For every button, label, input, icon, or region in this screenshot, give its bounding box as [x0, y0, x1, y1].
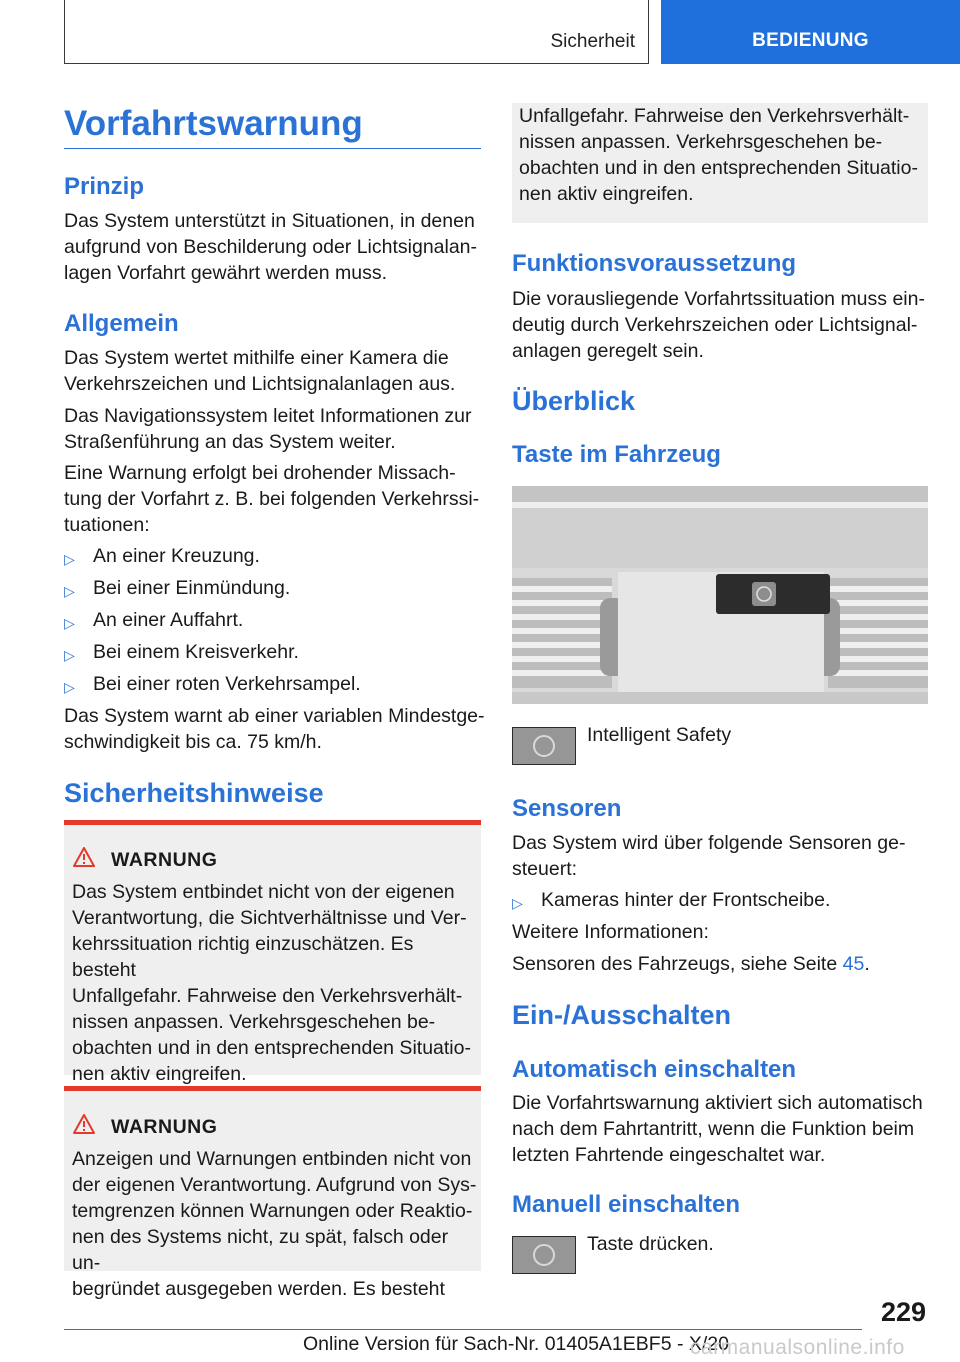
- text-line: lagen Vorfahrt gewährt werden muss.: [64, 262, 388, 284]
- text-line: Anzeigen und Warnungen entbinden nicht von: [72, 1148, 472, 1170]
- list-item: ▷ Bei einer roten Verkehrsampel.: [64, 671, 474, 697]
- text-line: Das Navigationssystem leitet Informationen zur: [64, 405, 472, 427]
- text-line: Das System entbindet nicht von der eigenen: [72, 881, 455, 903]
- text-line: schwindigkeit bis ca. 75 km/h.: [64, 731, 322, 753]
- list-item: ▷ Bei einem Kreisverkehr.: [64, 639, 474, 665]
- text-line: Unfallgefahr. Fahrweise den Verkehrsverhält-: [72, 985, 463, 1007]
- text-line: nach dem Fahrtantritt, wenn die Funktion beim: [512, 1118, 915, 1140]
- page-link[interactable]: 45: [842, 953, 865, 975]
- text-line: Straßenführung an das System weiter.: [64, 431, 396, 453]
- warning-box: [64, 825, 481, 1085]
- text-line: nen aktiv eingreifen.: [72, 1063, 247, 1085]
- page-title: Vorfahrtswarnung: [64, 104, 363, 143]
- text-line: obachten und in den entsprechenden Situatio-: [519, 157, 918, 179]
- heading-manuell-einschalten: Manuell einschalten: [512, 1191, 741, 1218]
- list-item: ▷ An einer Auffahrt.: [64, 607, 474, 633]
- text-line: tuationen:: [64, 514, 150, 536]
- manuell-text: Taste drücken.: [587, 1233, 714, 1255]
- header-tab-bedienung[interactable]: BEDIENUNG: [661, 0, 960, 64]
- warning-triangle-icon: [73, 847, 95, 867]
- heading-ueberblick: Überblick: [512, 386, 636, 416]
- triangle-bullet-icon: ▷: [64, 615, 75, 631]
- more-info-label: Weitere Informationen:: [512, 921, 709, 943]
- text-line: kehrssituation richtig einzuschätzen. Es besteht: [72, 933, 414, 981]
- cross-reference: [512, 951, 870, 977]
- warning-title: WARNUNG: [111, 849, 218, 871]
- safety-symbol-icon: [533, 735, 555, 757]
- heading-funktionsvoraussetzung: Funktionsvoraussetzung: [512, 250, 797, 277]
- text-line: nissen anpassen. Verkehrsgeschehen be-: [72, 1011, 436, 1033]
- allgemein-p3: [64, 460, 479, 538]
- heading-automatisch-einschalten: Automatisch einschalten: [512, 1056, 797, 1083]
- warning-text: [519, 103, 918, 207]
- allgemein-p2: [64, 403, 472, 455]
- text-line: Verkehrszeichen und Lichtsignalanlagen aus.: [64, 373, 456, 395]
- heading-sensoren: Sensoren: [512, 795, 622, 822]
- warning-text: [72, 1146, 477, 1302]
- intelligent-safety-button-icon: [512, 727, 576, 765]
- text-line: Das System unterstützt in Situationen, in denen: [64, 210, 475, 232]
- prinzip-text: [64, 208, 477, 286]
- triangle-bullet-icon: ▷: [64, 679, 75, 695]
- warning-title: WARNUNG: [111, 1116, 218, 1138]
- text-line: letzten Fahrtende eingeschaltet war.: [512, 1144, 826, 1166]
- text-line: Unfallgefahr. Fahrweise den Verkehrsverhält-: [519, 105, 910, 127]
- text-line: Das System wird über folgende Sensoren ge-: [512, 832, 906, 854]
- page-number: 229: [880, 1297, 926, 1327]
- text-line: nen des Systems nicht, zu spät, falsch oder un-: [72, 1226, 449, 1274]
- reference-text: Sensoren des Fahrzeugs, siehe Seite: [512, 953, 843, 975]
- text-line: anlagen geregelt sein.: [512, 340, 704, 362]
- allgemein-p1: [64, 345, 455, 397]
- auto-text: [512, 1090, 923, 1168]
- intelligent-safety-button-icon: [512, 1236, 576, 1274]
- text-line: Eine Warnung erfolgt bei drohender Missach-: [64, 462, 456, 484]
- heading-prinzip: Prinzip: [64, 173, 145, 200]
- heading-ein-ausschalten: Ein-/Ausschalten: [512, 1000, 732, 1030]
- heading-allgemein: Allgemein: [64, 310, 179, 337]
- watermark: carmanualsonline.info: [690, 1336, 905, 1359]
- text-line: Verantwortung, die Sichtverhältnisse und Ver-: [72, 907, 467, 929]
- heading-sicherheitshinweise: Sicherheitshinweise: [64, 778, 324, 808]
- sensoren-text: [512, 830, 905, 882]
- allgemein-p4: [64, 703, 485, 755]
- heading-taste-im-fahrzeug: Taste im Fahrzeug: [512, 441, 721, 468]
- text-line: Das System warnt ab einer variablen Mindestge-: [64, 705, 485, 727]
- title-rule: [64, 148, 481, 149]
- footer-rule: [64, 1329, 862, 1330]
- header-section-title: Sicherheit: [550, 31, 635, 52]
- text-line: temgrenzen können Warnungen oder Reaktio-: [72, 1200, 473, 1222]
- list-item: ▷ An einer Kreuzung.: [64, 543, 474, 569]
- list-item: ▷ Bei einer Einmündung.: [64, 575, 474, 601]
- text-line: nissen anpassen. Verkehrsgeschehen be-: [519, 131, 883, 153]
- warning-text: [72, 879, 477, 1087]
- text-line: deutig durch Verkehrszeichen oder Lichtsignal-: [512, 314, 918, 336]
- warning-box: [64, 1091, 481, 1300]
- triangle-bullet-icon: ▷: [512, 895, 523, 911]
- button-label: Intelligent Safety: [587, 724, 732, 746]
- text-line: nen aktiv eingreifen.: [519, 183, 694, 205]
- text-line: aufgrund von Beschilderung oder Lichtsignalan-: [64, 236, 478, 258]
- text-line: steuert:: [512, 858, 578, 880]
- safety-symbol-icon: [533, 1244, 555, 1266]
- reference-end: .: [864, 953, 870, 975]
- text-line: tung der Vorfahrt z. B. bei folgenden Verkehrssi-: [64, 488, 480, 510]
- vehicle-button-photo: [512, 486, 928, 704]
- text-line: Das System wertet mithilfe einer Kamera die: [64, 347, 449, 369]
- text-line: begründet ausgegeben werden. Es besteht: [72, 1278, 445, 1300]
- triangle-bullet-icon: ▷: [64, 647, 75, 663]
- warning-continuation-box: [512, 103, 928, 223]
- list-item: ▷ Kameras hinter der Frontscheibe.: [512, 887, 922, 913]
- text-line: Die Vorfahrtswarnung aktiviert sich automatisch: [512, 1092, 923, 1114]
- text-line: Die vorausliegende Vorfahrtssituation muss ein-: [512, 288, 925, 310]
- footer-online-version: Online Version für Sach-Nr. 01405A1EBF5 - X/20: [303, 1333, 729, 1355]
- triangle-bullet-icon: ▷: [64, 551, 75, 567]
- text-line: obachten und in den entsprechenden Situatio-: [72, 1037, 471, 1059]
- warning-triangle-icon: [73, 1114, 95, 1134]
- text-line: der eigenen Verantwortung. Aufgrund von Sys-: [72, 1174, 477, 1196]
- funktion-text: [512, 286, 925, 364]
- triangle-bullet-icon: ▷: [64, 583, 75, 599]
